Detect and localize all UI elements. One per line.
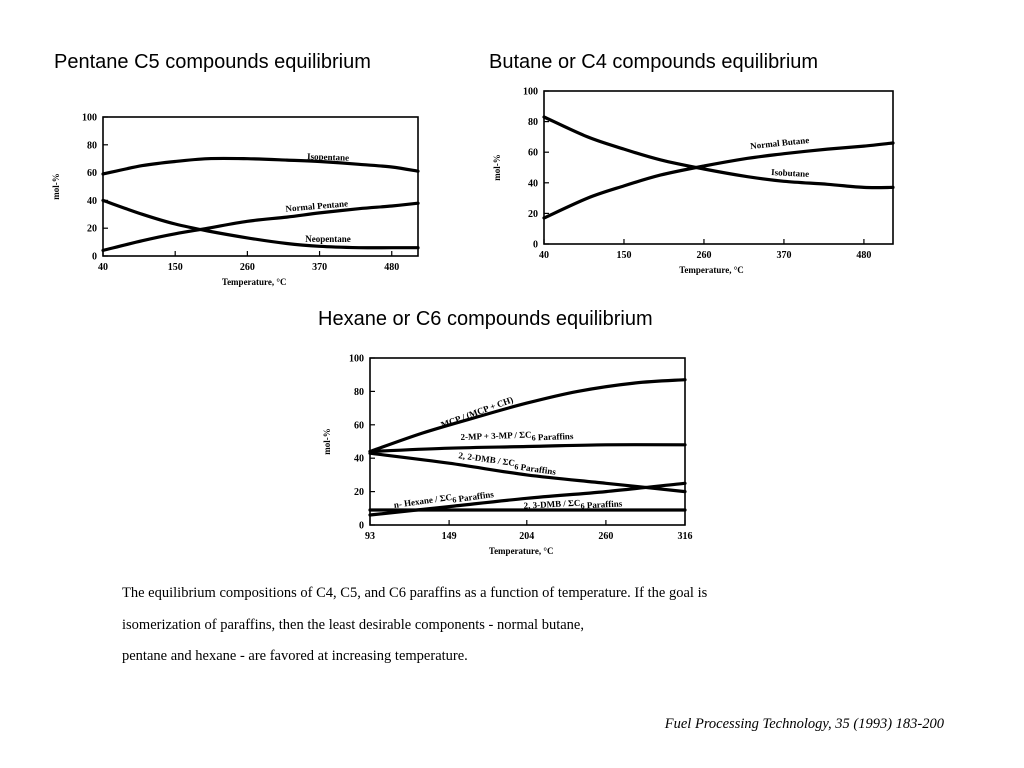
c5-xtick-label: 370 — [312, 262, 328, 273]
c4-xtick-label: 370 — [776, 250, 792, 261]
c4-ytick-label: 40 — [528, 178, 538, 190]
c5-xtick-label: 150 — [167, 262, 183, 273]
c6-ytick-label: 40 — [354, 453, 364, 465]
c4-xtick-label: 260 — [696, 250, 712, 261]
c6-series-label-2-mp-3-mp-c6-paraffins: 2-MP + 3-MP / ΣC6 Paraffins — [460, 429, 574, 443]
c5-xtick-label: 40 — [98, 262, 108, 273]
c6-xtick-label: 260 — [598, 531, 614, 542]
c6-ytick-label: 20 — [354, 487, 364, 499]
c5-series-label-isopentane: Isopentane — [306, 151, 350, 163]
c6-xtick-label: 149 — [441, 531, 457, 542]
c5-y-axis-label: mol-% — [51, 173, 61, 200]
c4-ytick-label: 0 — [533, 239, 538, 251]
c4-xtick-label: 150 — [616, 250, 632, 261]
citation: Fuel Processing Technology, 35 (1993) 183-200 — [664, 716, 944, 732]
c6-series-label-n-hexane-c6-paraffins: n- Hexane / ΣC6 Paraffins — [393, 489, 495, 510]
c6-series-line-2-mp-3-mp-c6-paraffins — [370, 445, 685, 452]
c4-xtick-label: 40 — [539, 250, 549, 261]
c4-equilibrium-chart — [492, 80, 907, 285]
c5-ytick-label: 20 — [87, 223, 97, 235]
c6-series-label-2-2-dmb-c6-paraffins: 2, 2-DMB / ΣC6 Paraffins — [457, 450, 557, 477]
c5-series-label-neopentane: Neopentane — [305, 234, 351, 244]
caption-line-3: pentane and hexane - are favored at increasing temperature. — [122, 648, 468, 664]
c5-x-axis-label: Temperature, °C — [221, 277, 287, 287]
c6-x-axis-label: Temperature, °C — [488, 546, 554, 556]
c5-ytick-label: 60 — [87, 168, 97, 180]
c6-ytick-label: 0 — [359, 520, 364, 532]
c5-chart-heading: Pentane C5 compounds equilibrium — [54, 51, 371, 73]
c5-series-label-normal-pentane: Normal Pentane — [285, 198, 349, 214]
c5-ytick-label: 100 — [82, 112, 97, 124]
c6-ytick-label: 100 — [349, 353, 364, 365]
c6-xtick-label: 316 — [677, 531, 693, 542]
c4-x-axis-label: Temperature, °C — [679, 265, 744, 275]
c5-ytick-label: 40 — [87, 195, 97, 207]
c5-plot-frame — [103, 117, 418, 256]
c6-chart-heading: Hexane or C6 compounds equilibrium — [318, 308, 653, 330]
c4-ytick-label: 60 — [528, 147, 538, 159]
c4-xtick-label: 480 — [856, 250, 872, 261]
c4-series-line-isobutane — [544, 117, 893, 188]
c6-ytick-label: 80 — [354, 386, 364, 398]
c6-series-label-2-3-dmb-c6-paraffins: 2, 3-DMB / ΣC6 Paraffins — [523, 497, 623, 511]
c4-chart-heading: Butane or C4 compounds equilibrium — [489, 51, 819, 73]
c4-plot-frame — [544, 91, 893, 244]
c5-equilibrium-chart — [51, 105, 435, 295]
c6-series-line-mcp-mcp-ch — [370, 380, 685, 452]
c4-ytick-label: 100 — [523, 86, 538, 98]
c6-y-axis-label: mol-% — [322, 428, 332, 455]
c4-y-axis-label: mol-% — [492, 154, 502, 181]
c5-series-line-isopentane — [103, 158, 418, 174]
c6-series-label-mcp-mcp-ch: MCP / (MCP + CH) — [439, 394, 515, 430]
c5-ytick-label: 0 — [92, 251, 97, 263]
caption-line-1: The equilibrium compositions of C4, C5, and C6 paraffins as a function of temperature. If the goal is — [122, 585, 708, 601]
c5-xtick-label: 480 — [384, 262, 400, 273]
c4-ytick-label: 80 — [528, 117, 538, 129]
c5-ytick-label: 80 — [87, 140, 97, 152]
c5-series-line-normal-pentane — [103, 203, 418, 250]
c4-series-label-isobutane: Isobutane — [770, 167, 810, 179]
c4-series-line-normal-butane — [544, 143, 893, 218]
c5-xtick-label: 260 — [239, 262, 255, 273]
c6-ytick-label: 60 — [354, 420, 364, 432]
c4-ytick-label: 20 — [528, 208, 538, 220]
caption-line-2: isomerization of paraffins, then the least desirable components - normal butane, — [122, 617, 584, 633]
c6-equilibrium-chart — [322, 345, 702, 565]
c6-xtick-label: 93 — [365, 531, 375, 542]
c4-series-label-normal-butane: Normal Butane — [749, 134, 810, 152]
c6-xtick-label: 204 — [519, 531, 535, 542]
